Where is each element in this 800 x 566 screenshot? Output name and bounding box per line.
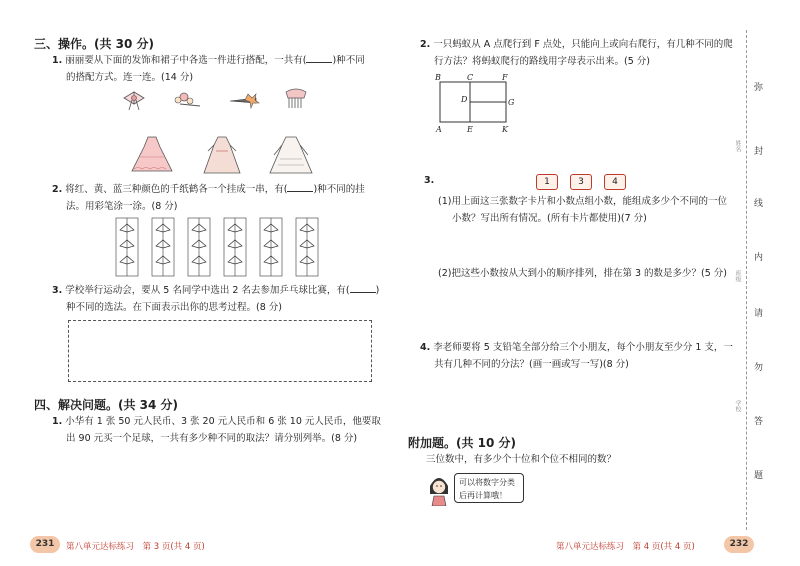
question-number: 2. bbox=[52, 184, 63, 195]
grid-label-g: G bbox=[508, 98, 515, 107]
grid-label-k: K bbox=[502, 125, 508, 134]
ant-path-grid bbox=[432, 72, 522, 134]
question-text: 学校举行运动会，要从 5 名同学中选出 2 名去参加乒乓球比赛，有( bbox=[65, 285, 350, 296]
question-text: 法。用彩笔涂一涂。(8 分) bbox=[66, 201, 178, 212]
bonus-question: 三位数中，有多少个十位和个位不相同的数？ bbox=[426, 454, 617, 465]
answer-blank[interactable] bbox=[287, 181, 313, 192]
flower-hairpin-icon[interactable] bbox=[175, 93, 200, 106]
hint-text: 可以将数字分类 bbox=[459, 478, 515, 487]
question-text: 将红、黄、蓝三种颜色的千纸鹤各一个挂成一串，有( bbox=[65, 184, 288, 195]
binding-label-class: 班级 bbox=[734, 270, 741, 282]
dress-2-icon[interactable] bbox=[204, 137, 240, 173]
grid-label-d: D bbox=[461, 95, 468, 104]
hair-accessories-illustration bbox=[118, 86, 308, 116]
question-number: 1. bbox=[52, 55, 63, 66]
binding-label-name: 姓名 bbox=[734, 140, 741, 152]
binding-char: 线 bbox=[754, 199, 764, 209]
question-text: 种不同的选法。在下面表示出你的思考过程。(8 分) bbox=[66, 302, 282, 313]
digit-card-4: 4 bbox=[604, 174, 626, 190]
bow-icon[interactable] bbox=[124, 92, 144, 110]
question-text: )种不同的挂 bbox=[313, 184, 365, 195]
binding-char: 封 bbox=[754, 147, 764, 157]
question-text: )种不同 bbox=[332, 55, 365, 66]
question-text: 行方法？将蚂蚁爬行的路线用字母表示出来。(5 分) bbox=[434, 56, 650, 67]
binding-label-school: 学校 bbox=[734, 400, 741, 412]
right-question-3-part-1 bbox=[438, 193, 758, 227]
digit-card-1: 1 bbox=[536, 174, 558, 190]
left-page-number: 231 bbox=[30, 536, 60, 553]
question-2 bbox=[52, 181, 392, 215]
girl-avatar-icon bbox=[424, 472, 454, 506]
section3-title: 三、操作。(共 30 分) bbox=[34, 37, 155, 51]
question-text: 出 90 元买一个足球，一共有多少种不同的取法？请分别列举。(8 分) bbox=[66, 433, 358, 444]
dress-3-icon[interactable] bbox=[270, 137, 312, 173]
question-number: 1. bbox=[52, 416, 63, 427]
hint-speech-bubble bbox=[454, 473, 524, 503]
answer-box[interactable] bbox=[68, 320, 372, 382]
question-text: 的搭配方式。连一连。(14 分) bbox=[66, 72, 194, 83]
binding-char: 请 bbox=[754, 309, 764, 319]
problem-1 bbox=[52, 413, 392, 447]
grid-label-b: B bbox=[435, 73, 441, 82]
binding-char: 内 bbox=[754, 253, 764, 263]
question-text: 丽丽要从下面的发饰和裙子中各选一件进行搭配，一共有( bbox=[65, 55, 307, 66]
question-text: 一只蚂蚁从 A 点爬行到 F 点处，只能向上或向右爬行，有几种不同的爬 bbox=[433, 39, 733, 50]
question-text: ) bbox=[375, 285, 380, 296]
grid-label-a: A bbox=[436, 125, 442, 134]
dress-1-icon[interactable] bbox=[132, 137, 172, 171]
bobby-pin-icon[interactable] bbox=[230, 94, 259, 108]
answer-blank[interactable] bbox=[306, 52, 332, 63]
binding-char: 题 bbox=[754, 471, 764, 481]
binding-char: 勿 bbox=[754, 363, 764, 373]
right-question-2 bbox=[420, 36, 750, 70]
question-text: 李老师要将 5 支铅笔全部分给三个小朋友，每个小朋友至少分 1 支，一 bbox=[433, 342, 733, 353]
hair-clip-comb-icon[interactable] bbox=[286, 89, 306, 108]
digit-card-3: 3 bbox=[570, 174, 592, 190]
question-number: 4. bbox=[420, 342, 431, 353]
grid-label-f: F bbox=[502, 73, 508, 82]
question-text: 小华有 1 张 50 元人民币、3 张 20 元人民币和 6 张 10 元人民币，他要取 bbox=[65, 416, 381, 427]
binding-char: 答 bbox=[754, 417, 764, 427]
grid-label-c: C bbox=[467, 73, 474, 82]
right-question-4 bbox=[420, 339, 750, 373]
right-footer-text: 第八单元达标练习 第 4 页(共 4 页) bbox=[556, 542, 695, 552]
right-question-3-part-2: (2)把这些小数按从大到小的顺序排列，排在第 3 的数是多少？(5 分) bbox=[438, 268, 728, 279]
binding-char: 弥 bbox=[754, 83, 764, 93]
grid-label-e: E bbox=[467, 125, 473, 134]
hint-text: 后再计算哦！ bbox=[459, 491, 507, 500]
question-number: 3. bbox=[52, 285, 63, 296]
dresses-illustration bbox=[130, 135, 330, 177]
question-text: (1)用上面这三张数字卡片和小数点组小数，能组成多少个不同的一位 bbox=[438, 196, 727, 207]
question-3 bbox=[52, 282, 392, 316]
bonus-title: 附加题。(共 10 分) bbox=[408, 436, 517, 450]
right-page-number: 232 bbox=[724, 536, 754, 553]
answer-blank[interactable] bbox=[350, 282, 376, 293]
left-footer-text: 第八单元达标练习 第 3 页(共 4 页) bbox=[66, 542, 205, 552]
binding-line bbox=[746, 30, 748, 530]
paper-crane-strings bbox=[114, 216, 326, 280]
question-text: 小数？写出所有情况。(所有卡片都使用)(7 分) bbox=[452, 213, 647, 224]
question-number: 3. bbox=[424, 175, 435, 186]
section4-title: 四、解决问题。(共 34 分) bbox=[34, 398, 179, 412]
question-text: 共有几种不同的分法？(画一画或写一写)(8 分) bbox=[434, 359, 629, 370]
question-number: 2. bbox=[420, 39, 431, 50]
question-1 bbox=[52, 52, 392, 86]
